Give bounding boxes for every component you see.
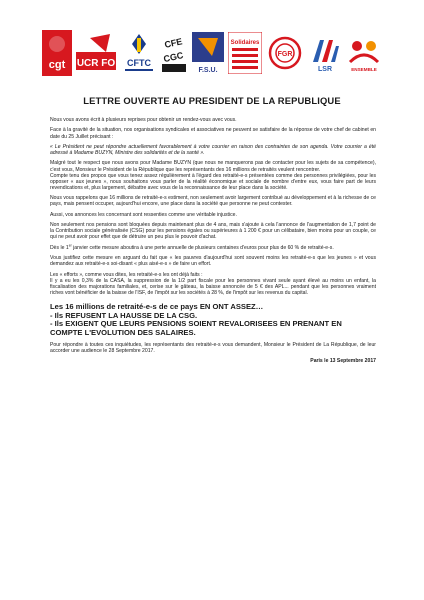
paragraph-quote: « Le Président ne peut répondre actuellement favorablement à votre courrier en raison des contraintes de son agenda. Votre courrier a été adressé à Madame BUZYN, Ministre des solidarités et de la santé ». <box>50 143 376 156</box>
svg-text:CFTC: CFTC <box>127 58 151 68</box>
january-sup: er <box>68 243 72 248</box>
cfe-cgc-logo <box>160 30 188 76</box>
svg-text:CFE: CFE <box>163 36 184 50</box>
svg-text:cgt: cgt <box>48 59 66 71</box>
paragraph-efforts-list: Il y a eu les 0,3% de la CASA, la suppression de la 1/2 part fiscale pour les personnes vivant seule ayant élevé au moins un enfant, la fiscalisation des majorations familiales, et, cerise sur le gâteau, la baisse annoncée de 5 € des APL... pendant que les personnes vraiment riches vont bénéficier de la baisse de l'ISF, de l'impôt sur les sociétés à 28 %, de l'impôt sur les revenus du capital. <box>50 277 376 297</box>
paragraph-audience: Pour répondre à toutes ces inquiétudes, les représentants des retraité-e-s vous demandent, Monsieur le Président de La République, de leur accorder une audience le 28 Septembre 2017. <box>50 341 376 354</box>
svg-text:CGC: CGC <box>162 50 185 65</box>
fgr-logo <box>268 32 302 74</box>
january-text-a: Dès le 1 <box>50 244 69 251</box>
svg-text:FGR: FGR <box>277 51 293 58</box>
paragraph-intro: Nous vous avons écrit à plusieurs reprises pour obtenir un rendez-vous avec vous. <box>50 117 237 123</box>
demand-csg: - Ils REFUSENT LA HAUSSE DE LA CSG. <box>50 310 198 320</box>
lsr-logo <box>310 32 340 74</box>
paragraph-justification: Vous justifiez cette mesure en arguant du fait que « les pauvres d'aujourd'hui sont souvent moins les retraité-e-s que les jeunes » et vous demandez aux retraité-e-s soi-disant « plus aisé-e-s » de faire un effort. <box>50 255 376 268</box>
cgt-logo <box>42 30 72 76</box>
fsu-logo <box>192 32 224 76</box>
svg-text:ENSEMBLE: ENSEMBLE <box>351 67 377 72</box>
paragraph-pensions: Non seulement nos pensions sont bloquées depuis maintenant plus de 4 ans, mais s'ajoute à cela l'annonce de l'augmentation de 1,7 point de la Contribution sociale généralisée (CSG) pour les pensions égales ou supérieures à 1 200 € pour un célibataire, bien moins pour un couple, ce qui ne peut avoir pour effet que de détruire un peu plus le pouvoir d'achat. <box>50 222 376 241</box>
svg-text:LSR: LSR <box>318 66 332 73</box>
svg-text:UCR FO: UCR FO <box>76 58 116 69</box>
solidaires-logo <box>228 32 262 74</box>
paragraph-respect: Malgré tout le respect que nous avons pour Madame BUZYN (que nous ne manquerons pas de contacter pour les sujets de sa compétence), c'est vous, Monsieur le Président de la République que les représentants des 16 millions de retraités veulent rencontrer. <box>50 160 376 173</box>
ucr-fo-logo <box>76 34 116 76</box>
letter-title: LETTRE OUVERTE AU PRESIDENT DE LA REPUBLIQUE <box>83 95 341 106</box>
demand-headline: Les 16 millions de retraité-e-s de ce pays EN ONT ASSEZ… <box>50 302 264 312</box>
signature-date: Paris le 13 Septembre 2017 <box>310 358 376 365</box>
svg-text:Solidaires: Solidaires <box>230 40 260 46</box>
cftc-logo <box>122 32 156 76</box>
demands-block <box>50 303 376 337</box>
paragraph-injustice: Aussi, vos annonces les concernant sont ressenties comme une véritable injustice. <box>50 211 237 218</box>
paragraph-reminder: Nous vous rappelons que 16 millions de retraité-e-s estiment, non seulement avoir largement contribué au développement et à la richesse de ce pays, mais pensent occuper, aujourd'hui encore, une place dans la société que personne ne peut contester. <box>50 195 376 208</box>
demand-pensions: - Ils EXIGENT QUE LEURS PENSIONS SOIENT REVALORISEES EN PRENANT EN COMPTE L'EVOLUTION DES SALAIRES. <box>50 319 342 338</box>
letter-body <box>50 117 376 369</box>
ensemble-logo <box>346 34 382 74</box>
paragraph-efforts-intro: Les « efforts », comme vous dites, les retraité-e-s les ont déjà faits : <box>50 271 203 278</box>
union-logos-row <box>42 28 382 84</box>
svg-text:F.S.U.: F.S.U. <box>198 67 218 74</box>
paragraph-january <box>50 245 376 251</box>
paragraph-remarks: Compte tenu des propos que vous tenez assez régulièrement à l'égard des retraité-e-s présentées comme des personnes privilégiées, pour les opposer « aux jeunes », nous souhaitons vous parler de la réalité économique et sociale de nombre d'entre eux, vous faire part de leurs revendications et, plus largement, débattre avec vous de la reconnaissance de leur place dans la société. <box>50 172 376 191</box>
paragraph-situation: Face à la gravité de la situation, nos organisations syndicales et associatives ne peuvent se satisfaire de la réponse de votre chef de cabinet en date du 25 Juillet précisant : <box>50 127 376 140</box>
january-text-b: janvier cette mesure aboutira à une perte annuelle de plusieurs centaines d'euros pour plus de 60 % de retraité-e-s. <box>71 244 334 251</box>
